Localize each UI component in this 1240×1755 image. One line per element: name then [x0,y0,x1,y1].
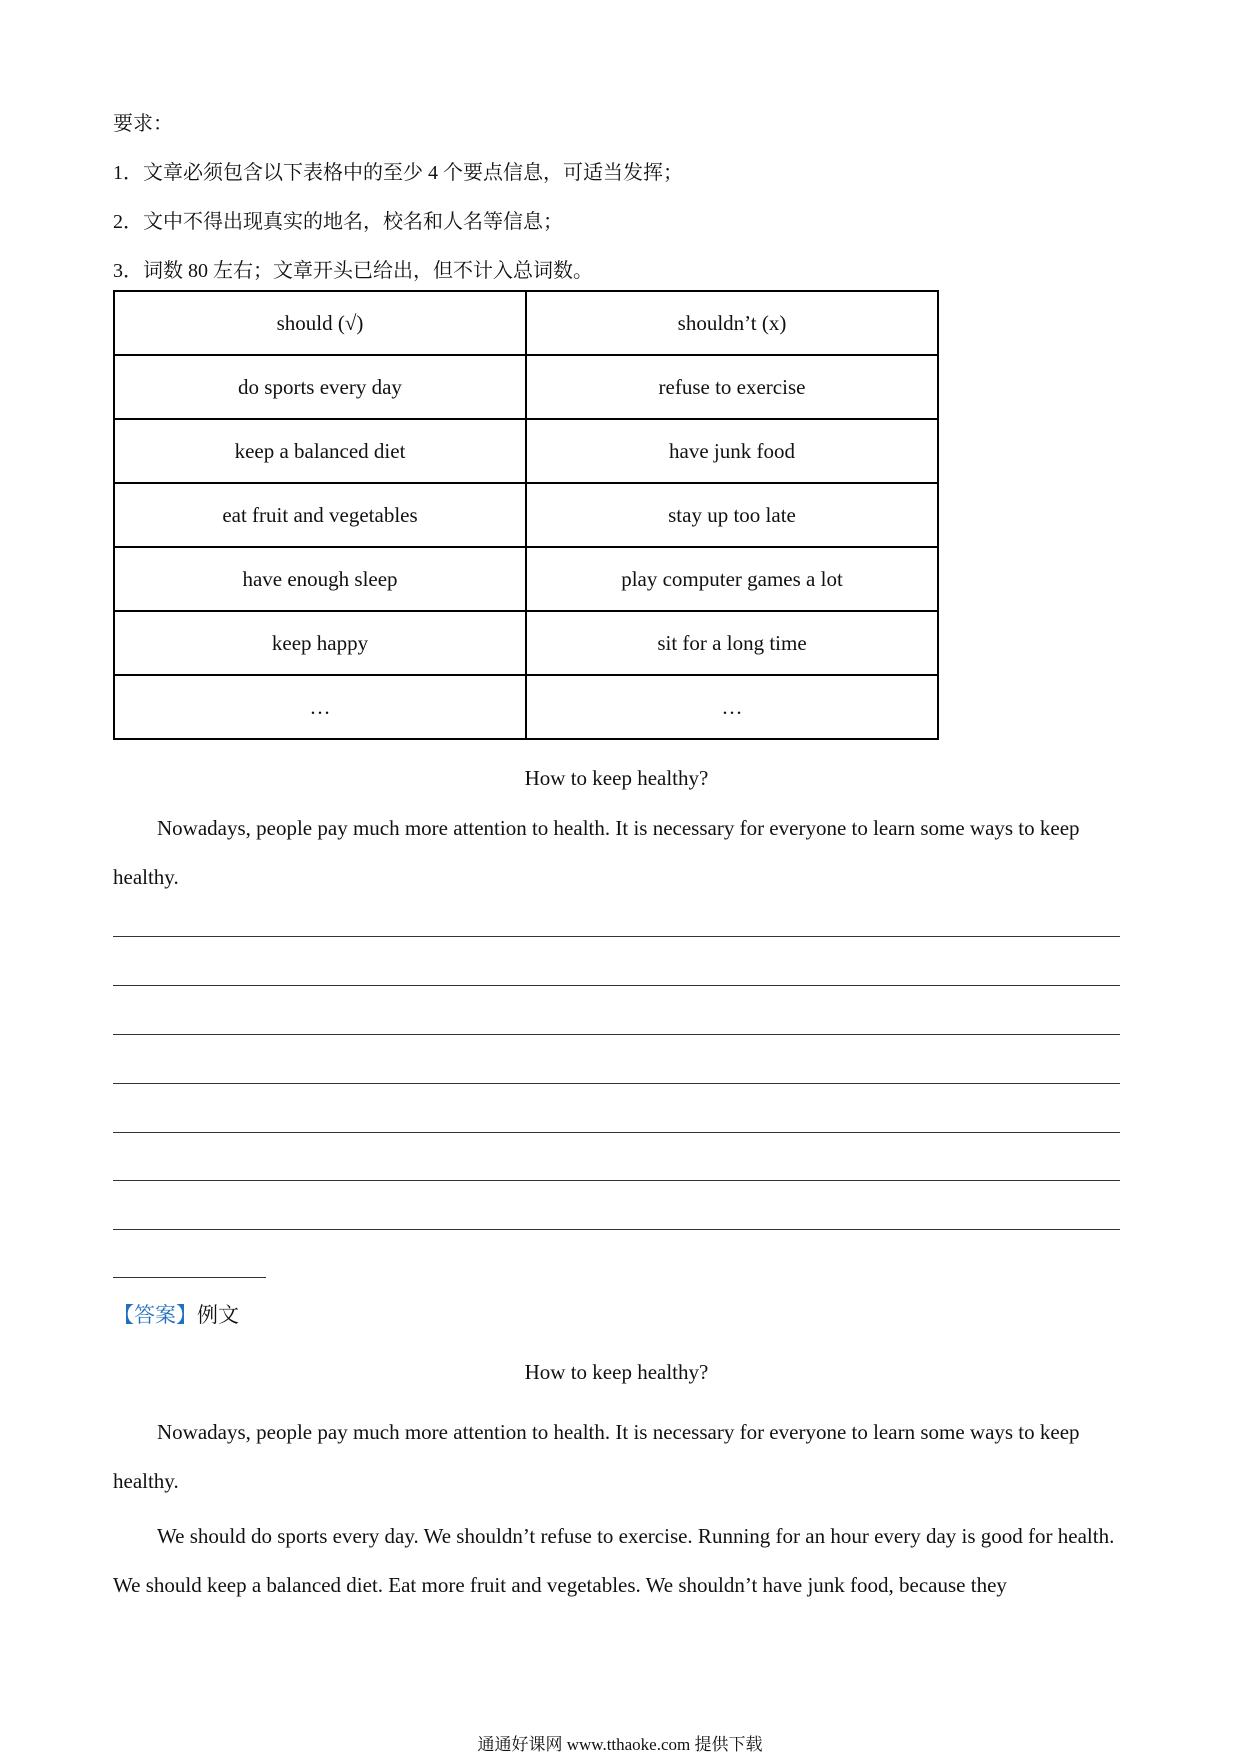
separator-line [113,1277,266,1278]
answer-paragraph [113,1512,1123,1610]
key-points-table [113,290,939,740]
table-cell: … [526,675,938,739]
essay-opening-text: Nowadays, people pay much more attention to health. It is necessary for everyone to learn some ways to keep healthy. [113,816,1080,889]
requirement-item: 3．词数 80 左右；文章开头已给出，但不计入总词数。 [113,260,593,282]
writing-line[interactable] [113,1034,1120,1035]
answer-label: 【答案】 [113,1303,197,1327]
answer-heading [113,1299,239,1329]
requirement-item: 2．文中不得出现真实的地名，校名和人名等信息； [113,211,563,233]
essay-opening [113,804,1123,902]
table-cell: play computer games a lot [526,547,938,611]
table-row [114,611,938,675]
table-header-row [114,291,938,355]
table-row [114,547,938,611]
requirement-item: 1．文章必须包含以下表格中的至少 4 个要点信息，可适当发挥； [113,162,683,184]
answer-paragraph [113,1408,1123,1506]
footer-source: 通通好课网 www.tthaoke.com 提供下载 [477,1735,763,1754]
table-cell: stay up too late [526,483,938,547]
essay-title: How to keep healthy? [524,766,709,790]
table-cell: have enough sleep [114,547,526,611]
table-row [114,419,938,483]
table-cell: do sports every day [114,355,526,419]
writing-line[interactable] [113,936,1120,937]
writing-line[interactable] [113,985,1120,986]
table-cell: eat fruit and vegetables [114,483,526,547]
answer-paragraph-text: Nowadays, people pay much more attention to health. It is necessary for everyone to learn some ways to keep healthy. [113,1420,1080,1493]
table-cell: keep happy [114,611,526,675]
table-cell: … [114,675,526,739]
table-cell: keep a balanced diet [114,419,526,483]
answer-title: How to keep healthy? [524,1360,709,1384]
writing-line[interactable] [113,1180,1120,1181]
table-cell: refuse to exercise [526,355,938,419]
table-cell: have junk food [526,419,938,483]
writing-line[interactable] [113,1229,1120,1230]
writing-line[interactable] [113,1132,1120,1133]
table-row [114,675,938,739]
writing-line[interactable] [113,1083,1120,1084]
answer-paragraph-text: We should do sports every day. We shouldn’t refuse to exercise. Running for an hour every day is good for health. We should keep a balanced diet. Eat more fruit and vegetables. We shouldn’t have junk food, because they [113,1524,1115,1597]
answer-label-suffix: 例文 [197,1303,239,1327]
table-row [114,483,938,547]
table-header-should: should (√) [114,291,526,355]
table-row [114,355,938,419]
table-cell: sit for a long time [526,611,938,675]
requirements-title: 要求： [113,113,173,135]
table-header-shouldnt: shouldn’t (x) [526,291,938,355]
